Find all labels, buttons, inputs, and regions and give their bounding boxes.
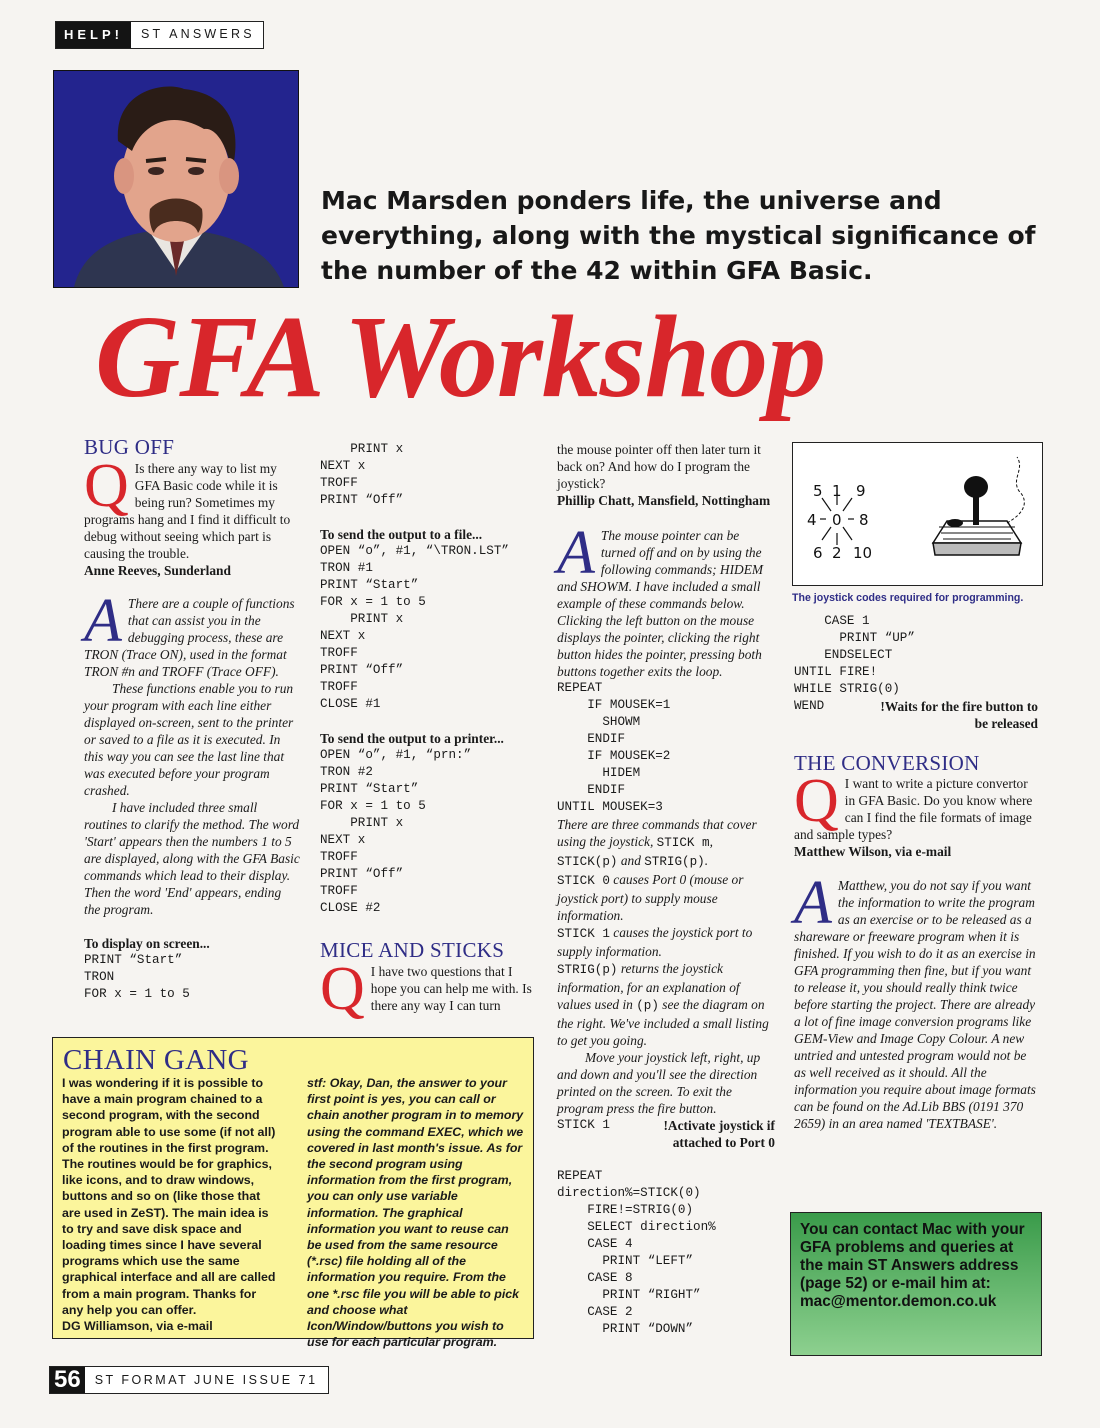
code-listing: CASE 1 PRINT “UP” ENDSELECT UNTIL FIRE! WHILE STRIG(0) bbox=[794, 614, 915, 696]
code-2: 2 bbox=[832, 544, 842, 562]
answer-paragraph-3 bbox=[557, 871, 775, 924]
answer-paragraph-2 bbox=[557, 816, 775, 871]
contact-text: You can contact Mac with your GFA problems and queries at the main ST Answers address (page 52) or e-mail him at: mac@mentor.demon.co.uk bbox=[800, 1221, 1025, 1310]
text: causes the joystick port to supply information. bbox=[557, 925, 753, 959]
heading-bug-off: BUG OFF bbox=[84, 435, 175, 459]
text: see the diagram on the right. We've included a small listing to get you going. bbox=[557, 997, 769, 1048]
drop-cap-a: A bbox=[557, 519, 595, 587]
printer-label: To send the output to a printer... bbox=[320, 731, 504, 746]
column-4 bbox=[794, 613, 1038, 1132]
question-author: Phillip Chatt, Mansfield, Nottingham bbox=[557, 493, 771, 508]
question-author: Matthew Wilson, via e-mail bbox=[794, 844, 952, 859]
code-inline: STRIG(p) bbox=[557, 963, 618, 977]
diagram-caption: The joystick codes required for programming. bbox=[792, 592, 1024, 604]
code-inline: STICK 0 bbox=[557, 874, 610, 888]
column-3 bbox=[557, 441, 775, 1338]
code-10: 10 bbox=[853, 544, 873, 562]
code-comment: !Waits for the fire button to be released bbox=[880, 699, 1038, 731]
drop-cap-q: Q bbox=[320, 955, 365, 1023]
author-portrait-icon bbox=[54, 71, 298, 287]
drop-cap-q: Q bbox=[84, 452, 129, 520]
chain-answer: stf: Okay, Dan, the answer to your first point is yes, you can call or chain another program in to memory using the command EXEC, which we covered in last month's issue. As for the second program using information from the first program, you can only use variable information. The graphical information you want to reuse can be used from the same resource (*.rsc) file holding all of the information you require. From the one *.rsc file you will be able to pick and choose what Icon/Window/buttons you wish to use for each particular program. bbox=[307, 1076, 524, 1350]
column-1 bbox=[84, 436, 300, 1003]
text: . bbox=[704, 853, 709, 868]
answer-paragraph-3: I have included three small routines to clarify the method. The word 'Start' appears then the numbers 1 to 5 are displayed, along with the GFA Basic commands which lead to their display. Then the word 'End' appears, ending the program. bbox=[84, 800, 300, 917]
code-inline: STRIG(p) bbox=[644, 855, 705, 869]
author-photo bbox=[53, 70, 299, 288]
joystick-diagram bbox=[792, 442, 1043, 586]
code-5: 5 bbox=[813, 482, 823, 500]
code-9: 9 bbox=[856, 482, 866, 500]
page-number: 56 bbox=[50, 1367, 85, 1393]
code-8: 8 bbox=[859, 511, 869, 529]
text: and bbox=[617, 853, 645, 868]
heading-mice-and-sticks: MICE AND STICKS bbox=[320, 938, 505, 962]
answer-paragraph-1: There are a couple of functions that can assist you in the debugging process, these are TRON (Trace ON), used in the format TRON #n and TROFF (Trace OFF). bbox=[84, 596, 295, 679]
answer-paragraph-4 bbox=[557, 924, 775, 960]
answer-paragraph-1: The mouse pointer can be turned off and on by using the following commands; HIDEM and SHOWM. I have included a small example of these commands below. Clicking the left button on the mouse displays the pointer, clicking the right button hides the pointer, pressing both buttons together exits the loop. bbox=[557, 528, 764, 679]
letter-author: DG Williamson, via e-mail bbox=[62, 1319, 213, 1334]
heading-chain-gang: CHAIN GANG bbox=[63, 1044, 249, 1076]
code-1: 1 bbox=[832, 482, 842, 500]
code-with-comment bbox=[794, 698, 1038, 732]
question-continued: the mouse pointer off then later turn it back on? And how do I program the joystick? bbox=[557, 442, 761, 491]
answer-paragraph-6: Move your joystick left, right, up and down and you'll see the direction printed on the screen. To exit the program press the fire button. bbox=[557, 1050, 761, 1116]
code-listing: REPEAT direction%=STICK(0) FIRE!=STRIG(0) SELECT direction% CASE 4 PRINT “LEFT” CASE 8 PRINT “RIGHT” CASE 2 PRINT “DOWN” bbox=[557, 1169, 716, 1336]
text: There are three commands that cover using the joystick, bbox=[557, 817, 757, 849]
code-inline: STICK m bbox=[656, 836, 710, 850]
letter-text: I was wondering if it is possible to have a main program chained to a second program, with the second program able to use some (if not all) of the routines in the first program. The routines would be for graphics, like icons, and to draw windows, buttons and so on (like those that are used in ZeST). The main idea is to try and save disk space and loading times since I have several programs which use the same graphical interface and all are called from a main program. Thanks for any help you can offer. bbox=[62, 1076, 276, 1317]
answer-text: Matthew, you do not say if you want the information to write the program as an exercise or to be released as a shareware or freeware program when it is finished. If you wish to do it as an exercise in GFA programming then fine, but if you want to release it, you should really think twice before starting the project. There are already a lot of fine image conversion programs like GEM-View and Image Copy Colour. A new untried and untested program would not be as well received as it should. All the information you require about image formats can be found on the Ad.Lib BBS (0191 370 2659) in an area named 'TEXTBASE'. bbox=[794, 878, 1036, 1131]
article-title: GFA Workshop bbox=[95, 291, 826, 422]
code-line: STICK 1 bbox=[557, 1118, 610, 1132]
code-listing: PRINT “Start” TRON FOR x = 1 to 5 bbox=[84, 953, 190, 1001]
chain-letter bbox=[62, 1075, 280, 1334]
page-footer bbox=[49, 1366, 329, 1394]
help-label: HELP! bbox=[56, 22, 131, 48]
question-text: Is there any way to list my GFA Basic code while it is being run? Sometimes my programs hang and I find it difficult to debug without seeing which part is causing the trouble. bbox=[84, 461, 291, 561]
drop-cap-a: A bbox=[794, 869, 832, 937]
code-listing: PRINT x NEXT x TROFF PRINT “Off” bbox=[320, 442, 404, 507]
drop-cap-a: A bbox=[84, 587, 122, 655]
answer-paragraph-2: These functions enable you to run your program with each line either displayed on-screen, sent to the printer or saved to a file as it is executed. In this way you can see the last line that was executed before your program crashed. bbox=[84, 681, 294, 798]
code-inline: (p) bbox=[636, 999, 659, 1013]
question-text: I want to write a picture convertor in GFA Basic. Do you know where can I find the file formats of image and sample types? bbox=[794, 776, 1033, 842]
code-listing: OPEN “o”, #1, “prn:” TRON #2 PRINT “Start” FOR x = 1 to 5 PRINT x NEXT x TROFF PRINT “Off” TROFF CLOSE #2 bbox=[320, 748, 472, 915]
standfirst: Mac Marsden ponders life, the universe and everything, along with the mystical significance of the number of the 42 within GFA Basic. bbox=[321, 186, 1036, 285]
contact-box bbox=[790, 1212, 1042, 1356]
code-line: WEND bbox=[794, 699, 825, 713]
question-text: I have two questions that I hope you can help me with. Is there any way I can turn bbox=[370, 964, 532, 1013]
code-0: 0 bbox=[832, 511, 842, 529]
question-author: Anne Reeves, Sunderland bbox=[84, 563, 231, 578]
text: returns the joystick information, for an explanation of values used in bbox=[557, 961, 740, 1012]
publication-line: ST FORMAT JUNE ISSUE 71 bbox=[85, 1367, 328, 1393]
display-label: To display on screen... bbox=[84, 936, 210, 951]
code-with-comment bbox=[557, 1117, 775, 1151]
joystick-codes-icon bbox=[793, 443, 1042, 585]
code-comment: !Activate joystick if attached to Port 0 bbox=[663, 1118, 775, 1150]
file-label: To send the output to a file... bbox=[320, 527, 483, 542]
text: , bbox=[709, 834, 713, 849]
joystick-icon bbox=[933, 457, 1024, 555]
section-tab bbox=[55, 21, 264, 49]
code-inline: STICK 1 bbox=[557, 927, 610, 941]
code-inline: STICK(p) bbox=[557, 855, 618, 869]
code-listing: REPEAT IF MOUSEK=1 SHOWM ENDIF IF MOUSEK=2 HIDEM ENDIF UNTIL MOUSEK=3 bbox=[557, 681, 671, 814]
answer-paragraph-5 bbox=[557, 960, 775, 1049]
code-6: 6 bbox=[813, 544, 823, 562]
code-4: 4 bbox=[807, 511, 817, 529]
heading-the-conversion: THE CONVERSION bbox=[794, 751, 980, 775]
section-label: ST ANSWERS bbox=[131, 22, 263, 48]
drop-cap-q: Q bbox=[794, 767, 839, 835]
code-listing: OPEN “o”, #1, “\TRON.LST” TRON #1 PRINT “Start” FOR x = 1 to 5 PRINT x NEXT x TROFF PRINT “Off” TROFF CLOSE #1 bbox=[320, 544, 509, 711]
column-2 bbox=[320, 441, 535, 1023]
text: causes Port 0 (mouse or joystick port) to supply mouse information. bbox=[557, 872, 744, 923]
chain-gang-box bbox=[52, 1037, 534, 1350]
